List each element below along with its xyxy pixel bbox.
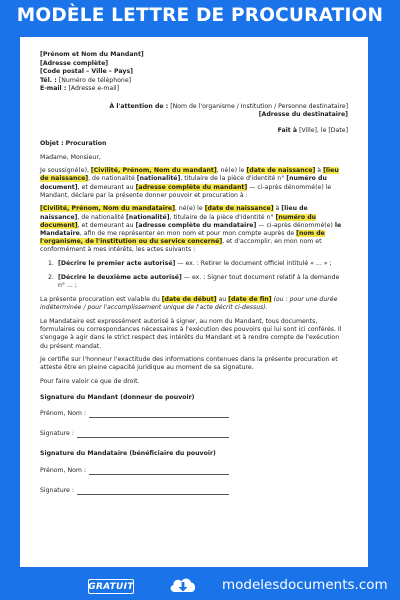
text: à [273, 205, 282, 213]
sender-tel [40, 77, 348, 86]
field-mandant-address: [adresse complète du mandant] [135, 183, 248, 191]
text: , né(e) le [216, 167, 247, 175]
done-at-label: Fait à [277, 127, 298, 135]
email-value: [Adresse e-mail] [68, 85, 120, 93]
field-birth-place: [lieu de naissance] [40, 167, 339, 183]
paragraph-validity [40, 296, 348, 312]
paragraph-certify: Je certifie sur l'honneur l'exactitude des informations contenues dans la présente procuration et atteste être en pleine capacité juridique au moment de sa signature. [40, 356, 338, 372]
tel-label: Tél. : [40, 76, 57, 84]
field-organisation: [nom de l'organisme, de l'institution ou du service concerné] [40, 229, 325, 246]
recipient-block [40, 103, 348, 136]
field-nationality: [nationalité] [125, 213, 170, 221]
attention-value: [Nom de l'organisme / Institution / Personne destinataire] [170, 102, 348, 110]
done-at-value: [Ville], le [Date] [299, 127, 348, 135]
mandataire-term: le Mandataire [40, 221, 342, 237]
free-badge[interactable]: GRATUIT [88, 579, 134, 594]
text: — ci-après dénommé(e) le Mandant, déclare par la présente donner pouvoir et procuration à : [40, 183, 332, 199]
act-label: [Décrire le deuxième acte autorisé] [58, 273, 182, 281]
signature-title: Signature du Mandant (donneur de pouvoir) [40, 393, 195, 401]
recipient-address: [Adresse du destinataire] [258, 110, 348, 118]
letter-page [20, 37, 368, 567]
blank-line [77, 489, 229, 495]
recipient-attention [40, 103, 348, 111]
name-line [40, 467, 348, 475]
text: , de nationalité [77, 213, 126, 221]
act-text: — ex. : Signer tout document relatif à la demande n° ... ; [58, 273, 340, 290]
greeting: Madame, Monsieur, [40, 153, 101, 161]
object-label: Objet : [40, 140, 64, 148]
paragraph-powers: Le Mandataire est expressément autorisé à signer, au nom du Mandant, tous documents, formulaires ou correspondances nécessaires à l'exécution des pouvoirs qui lui sont ici conférés. Il s'engage à agir dans le strict respect des intérêts du Mandant et à rendre compte de l'exécution du présent mandat. [40, 317, 342, 350]
name-label: Prénom, Nom : [40, 410, 86, 418]
email-label: E-mail : [40, 85, 67, 93]
sender-block [40, 51, 348, 94]
banner-title: MODÈLE LETTRE DE PROCURATION [16, 4, 384, 26]
field-start-date: [date de début] [161, 296, 217, 304]
validity-note: (ou : pour une durée indéterminée / pour l'accomplissement unique de l'acte décrit ci-dessus). [40, 296, 338, 312]
field-mandataire-name: [Civilité, Prénom, Nom du mandataire] [40, 205, 175, 213]
attention-label: À l'attention de : [109, 102, 169, 110]
banner [0, 0, 400, 30]
sign-label: Signature : [40, 486, 74, 494]
blank-line [89, 412, 229, 418]
text: , titulaire de la pièce d'identité n° [169, 213, 276, 221]
field-birth-date: [date de naissance] [246, 167, 316, 175]
signature-mandataire [40, 450, 348, 495]
list-item [48, 274, 348, 290]
object-line [40, 140, 348, 148]
act-label: [Décrire le premier acte autorisé] [58, 259, 176, 267]
act-text: — ex. : Retirer le document officiel intitulé « ... » ; [175, 259, 332, 267]
sign-label: Signature : [40, 430, 74, 438]
list-number: 1. [48, 259, 54, 267]
text: La présente procuration est valable du [40, 296, 162, 304]
text: Je soussigné(e), [40, 167, 91, 175]
blank-line [89, 469, 229, 475]
cloud-download-icon[interactable] [168, 573, 198, 597]
sign-line [40, 430, 348, 438]
text: , de nationalité [88, 175, 137, 183]
text: , et demeurant au [77, 183, 136, 191]
sender-city: [Code postal – Ville – Pays] [40, 68, 133, 76]
text: — ci-après dénommé(e) [256, 221, 335, 229]
field-id-number: [numéro du document] [40, 175, 327, 191]
name-line [40, 410, 348, 418]
field-id-number: [numéro du document] [40, 213, 317, 229]
paragraph-mandant [40, 167, 348, 200]
object-value: Procuration [65, 140, 107, 148]
blank-line [77, 432, 229, 438]
field-birth-date: [date de naissance] [204, 205, 274, 213]
text: au [216, 296, 229, 304]
text: , afin de me représenter en mon nom et pour mon compte auprès de [79, 229, 297, 237]
list-item [48, 260, 348, 268]
text: , titulaire de la pièce d'identité n° [180, 175, 287, 183]
signature-title: Signature du Mandataire (bénéficiaire du pouvoir) [40, 450, 216, 458]
text: , et d'accomplir, en mon nom et conformément à mes intérêts, les actes suivants : [40, 238, 322, 254]
list-number: 2. [48, 273, 54, 281]
sender-name: [Prénom et Nom du Mandant] [40, 51, 144, 58]
field-mandataire-address: [adresse complète du mandataire] [135, 221, 257, 229]
field-birth-place: [lieu de naissance] [40, 205, 308, 221]
text: à [315, 167, 324, 175]
sender-email [40, 85, 348, 94]
acts-list [48, 260, 348, 291]
field-end-date: [date de fin] [228, 296, 272, 304]
field-nationality: [nationalité] [136, 175, 181, 183]
name-label: Prénom, Nom : [40, 466, 86, 474]
place-date [40, 127, 348, 135]
sender-address: [Adresse complète] [40, 59, 109, 67]
signature-mandant [40, 394, 348, 439]
text: , et demeurant au [77, 221, 136, 229]
field-mandant-name: [Civilité, Prénom, Nom du mandant] [90, 167, 217, 175]
paragraph-closing: Pour faire valoir ce que de droit. [40, 377, 140, 385]
tel-value: [Numéro de téléphone] [58, 76, 132, 84]
sign-line [40, 487, 348, 495]
site-name[interactable]: modelesdocuments.com [222, 577, 388, 593]
paragraph-mandataire [40, 205, 348, 254]
text: , né(e) le [174, 205, 205, 213]
